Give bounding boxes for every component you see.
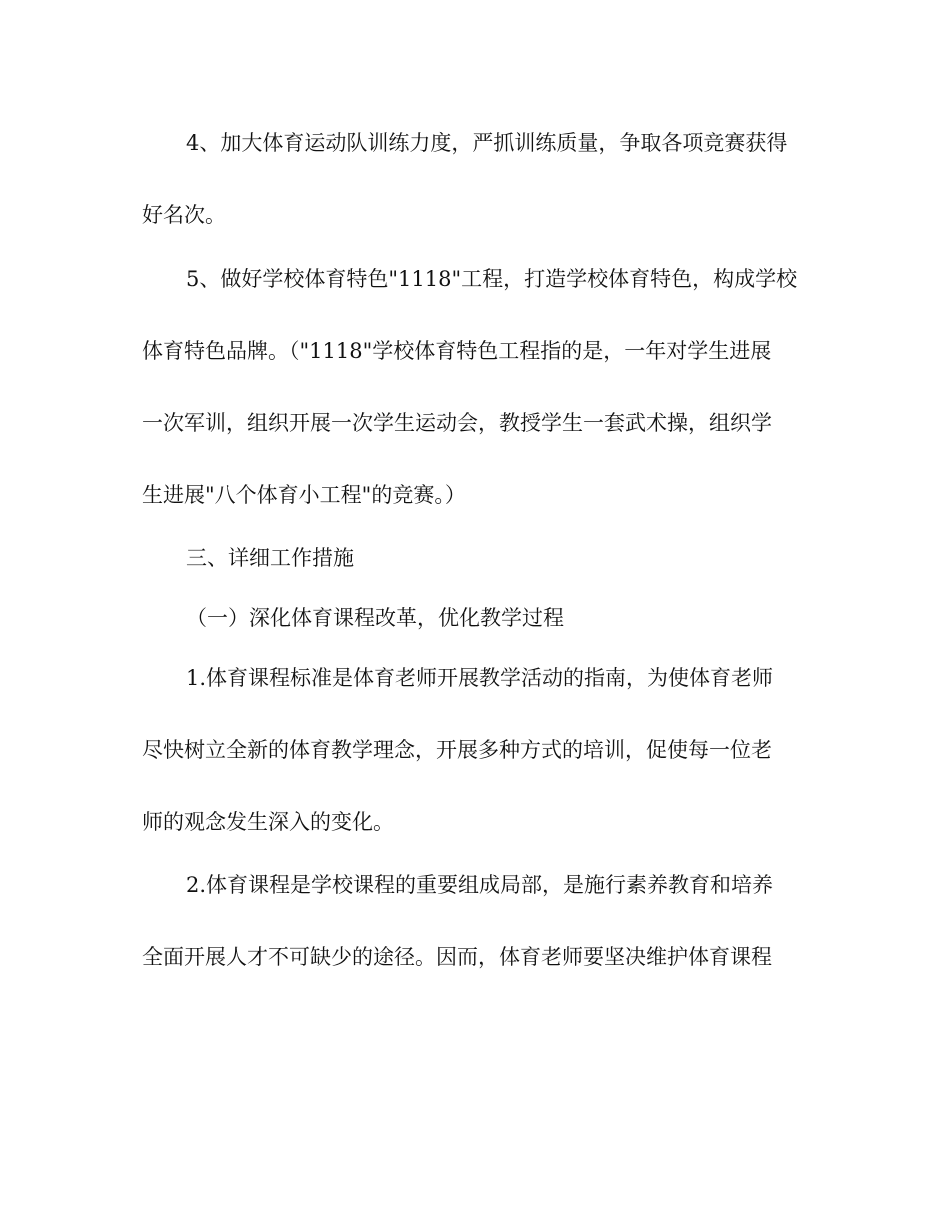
subsection-heading-1: （一）深化体育课程改革，优化教学过程 (186, 606, 564, 630)
paragraph-5-line-2: 体育特色品牌。（"1118"学校体育特色工程指的是，一年对学生进展 (142, 339, 772, 363)
item-2-line-2: 全面开展人才不可缺少的途径。因而，体育老师要坚决维护体育课程 (142, 945, 772, 969)
item-1-line-1: 1.体育课程标准是体育老师开展教学活动的指南，为使体育老师 (186, 666, 774, 690)
paragraph-5-line-4: 生进展"八个体育小工程"的竞赛。） (142, 483, 466, 507)
item-2-line-1: 2.体育课程是学校课程的重要组成局部，是施行素养教育和培养 (186, 873, 774, 897)
paragraph-4-line-2: 好名次。 (142, 203, 226, 227)
item-1-line-2: 尽快树立全新的体育教学理念，开展多种方式的培训，促使每一位老 (142, 738, 772, 762)
paragraph-4-line-1: 4、加大体育运动队训练力度，严抓训练质量，争取各项竞赛获得 (186, 131, 788, 155)
section-heading-3: 三、详细工作措施 (186, 546, 354, 570)
paragraph-5-line-3: 一次军训，组织开展一次学生运动会，教授学生一套武术操，组织学 (142, 411, 772, 435)
paragraph-5-line-1: 5、做好学校体育特色"1118"工程，打造学校体育特色，构成学校 (186, 267, 798, 291)
item-1-line-3: 师的观念发生深入的变化。 (142, 810, 394, 834)
